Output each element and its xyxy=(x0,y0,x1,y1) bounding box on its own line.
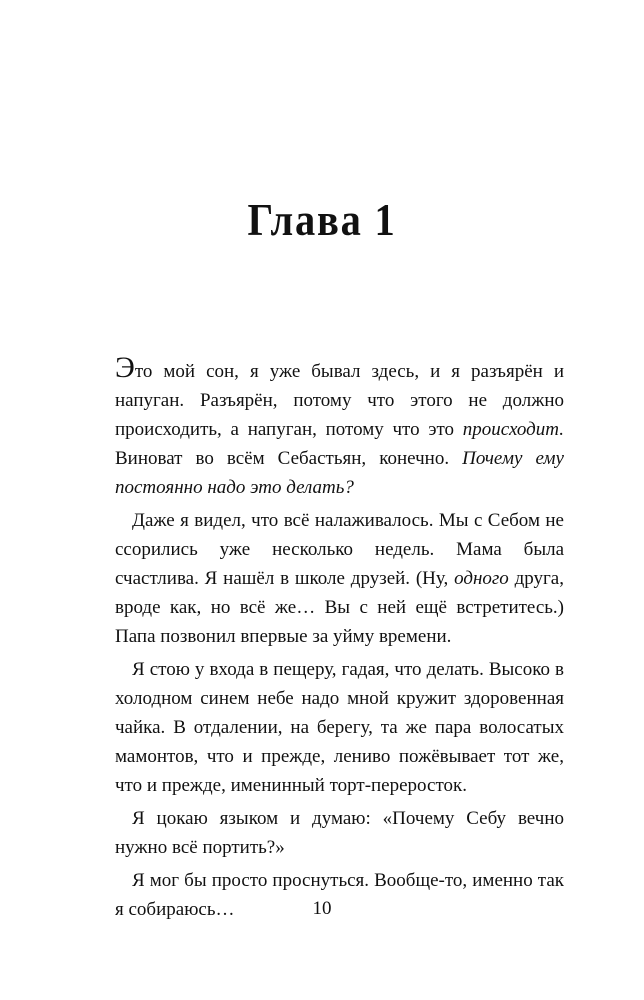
italic-run: одного xyxy=(454,568,509,589)
text-run: Я стою у входа в пещеру, гадая, что делать. Высоко в холодном синем небе надо мной кружит здоровенная чайка. В отдалении, на берегу, та же пара волосатых мамонтов, что и прежде, лениво пожёвывает тот же, что и прежде, именинный торт-переросток. xyxy=(115,659,564,796)
italic-run: происходит. xyxy=(462,419,564,440)
paragraph-1 xyxy=(115,353,564,506)
text-run: Даже я видел, что всё налаживалось. Мы с Себом не ссорились уже несколько недель. Мама была счастлива. Я нашёл в школе друзей. (Ну, xyxy=(115,510,564,589)
page-number: 10 xyxy=(312,898,332,919)
text-run: то мой сон, я уже бывал здесь, и я разъярён и напуган. Разъярён, потому что этого не должно происходить, а напуган, потому что это xyxy=(115,361,564,440)
text-run: Я мог бы просто проснуться. Вообще-то, именно так я собираюсь… xyxy=(115,870,564,920)
text-run: друга, вроде как, но всё же… Вы с ней ещё встретитесь.) Папа позвонил впервые за уйму времени. xyxy=(115,568,564,647)
text-run: Виноват во всём Себастьян, конечно. xyxy=(115,448,463,469)
text-run: Я цокаю языком и думаю: «Почему Себу вечно нужно всё портить?» xyxy=(115,808,564,858)
paragraph-2 xyxy=(115,506,564,655)
chapter-title: Глава 1 xyxy=(247,194,397,245)
italic-run: Почему ему постоянно надо это делать? xyxy=(115,448,564,498)
paragraph-4 xyxy=(115,804,564,866)
body-text xyxy=(115,353,564,928)
paragraph-3 xyxy=(115,655,564,804)
drop-cap: Э xyxy=(115,351,135,384)
